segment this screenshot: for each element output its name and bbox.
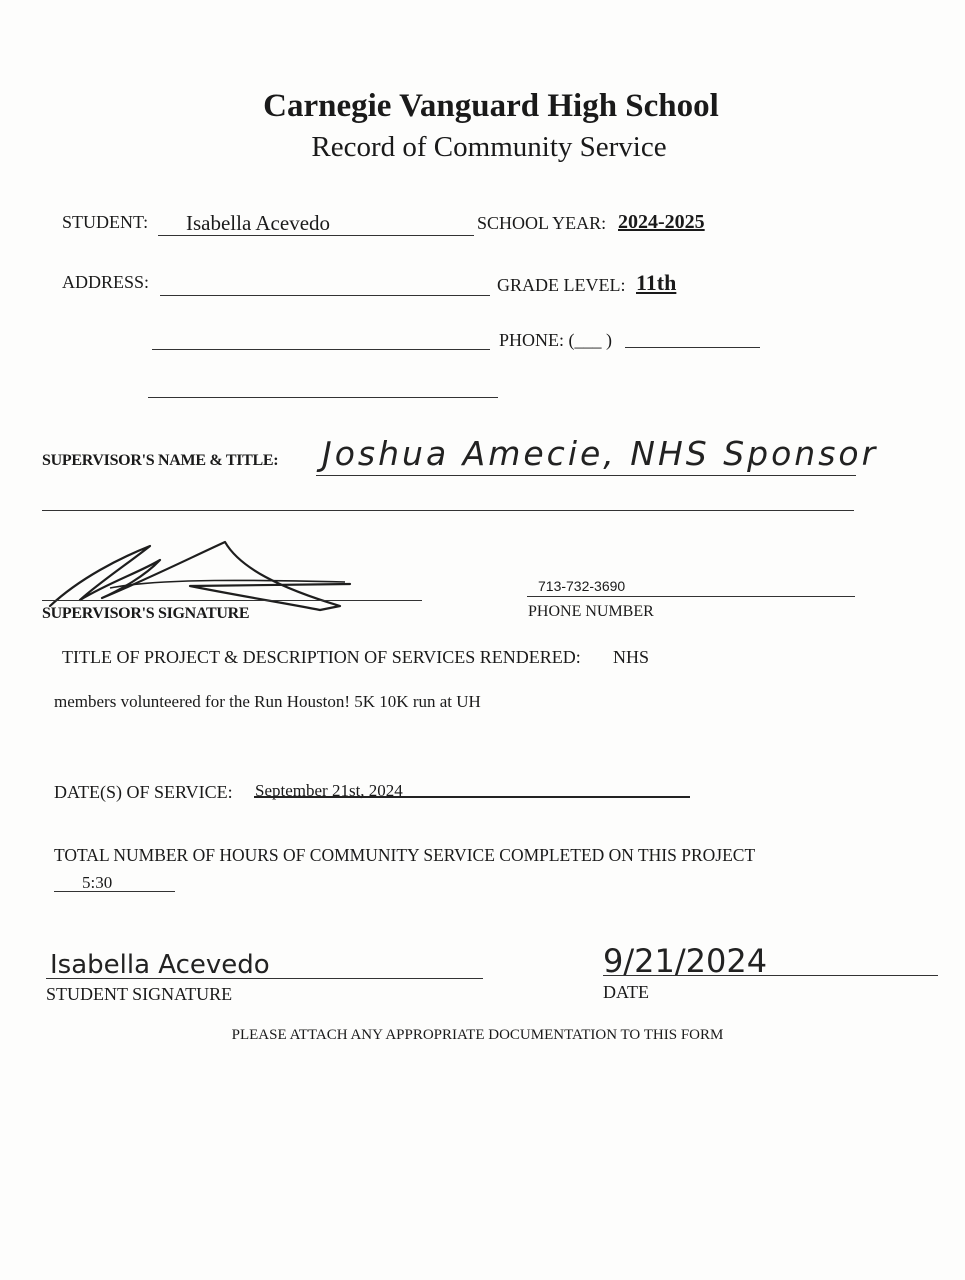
school-year-value[interactable]: 2024-2025 <box>618 211 705 233</box>
date-value[interactable]: 9/21/2024 <box>603 942 768 980</box>
student-signature-label: STUDENT SIGNATURE <box>46 984 233 1004</box>
student-name-line <box>158 235 474 236</box>
phone-line[interactable] <box>625 347 760 348</box>
supervisor-phone-number[interactable]: 713-732-3690 <box>538 578 626 594</box>
grade-level-label: GRADE LEVEL: <box>497 275 626 295</box>
address-label: ADDRESS: <box>62 272 150 292</box>
supervisor-signature-line[interactable] <box>42 600 422 601</box>
school-name: Carnegie Vanguard High School <box>263 88 719 124</box>
address-line-1[interactable] <box>160 295 490 296</box>
address-line-3[interactable] <box>148 397 498 398</box>
supervisor-phone-line <box>527 596 855 597</box>
phone-label: PHONE: (___ ) <box>499 330 612 350</box>
dates-of-service-value[interactable]: September 21st, 2024 <box>255 781 403 800</box>
form-title: Record of Community Service <box>311 131 667 163</box>
project-title-first-word[interactable]: NHS <box>613 647 650 667</box>
supervisor-name-title-value[interactable]: Joshua Amecie, NHS Sponsor <box>322 434 879 473</box>
school-year-label: SCHOOL YEAR: <box>477 213 607 233</box>
date-line <box>603 975 938 976</box>
project-title-label: TITLE OF PROJECT & DESCRIPTION OF SERVICES RENDERED: <box>62 647 581 667</box>
grade-level-value[interactable]: 11th <box>636 270 677 295</box>
supervisor-name-line <box>316 475 856 476</box>
total-hours-label: TOTAL NUMBER OF HOURS OF COMMUNITY SERVICE COMPLETED ON THIS PROJECT <box>54 845 756 865</box>
dates-of-service-line <box>254 796 690 798</box>
total-hours-value[interactable]: 5:30 <box>82 873 113 892</box>
project-description[interactable]: members volunteered for the Run Houston! 5K 10K run at UH <box>54 692 481 711</box>
phone-number-label: PHONE NUMBER <box>528 603 654 620</box>
dates-of-service-label: DATE(S) OF SERVICE: <box>54 782 233 802</box>
supervisor-name-title-label: SUPERVISOR'S NAME & TITLE: <box>42 452 279 469</box>
student-signature-line <box>46 978 483 979</box>
total-hours-line <box>54 891 175 892</box>
supervisor-second-line <box>42 510 854 511</box>
date-label: DATE <box>603 982 649 1002</box>
attach-documentation-note: PLEASE ATTACH ANY APPROPRIATE DOCUMENTATION TO THIS FORM <box>231 1027 724 1043</box>
student-name[interactable]: Isabella Acevedo <box>186 211 331 235</box>
supervisor-signature-label: SUPERVISOR'S SIGNATURE <box>42 605 250 622</box>
student-signature-value[interactable]: Isabella Acevedo <box>50 950 270 980</box>
address-line-2[interactable] <box>152 349 490 350</box>
student-label: STUDENT: <box>62 212 149 232</box>
